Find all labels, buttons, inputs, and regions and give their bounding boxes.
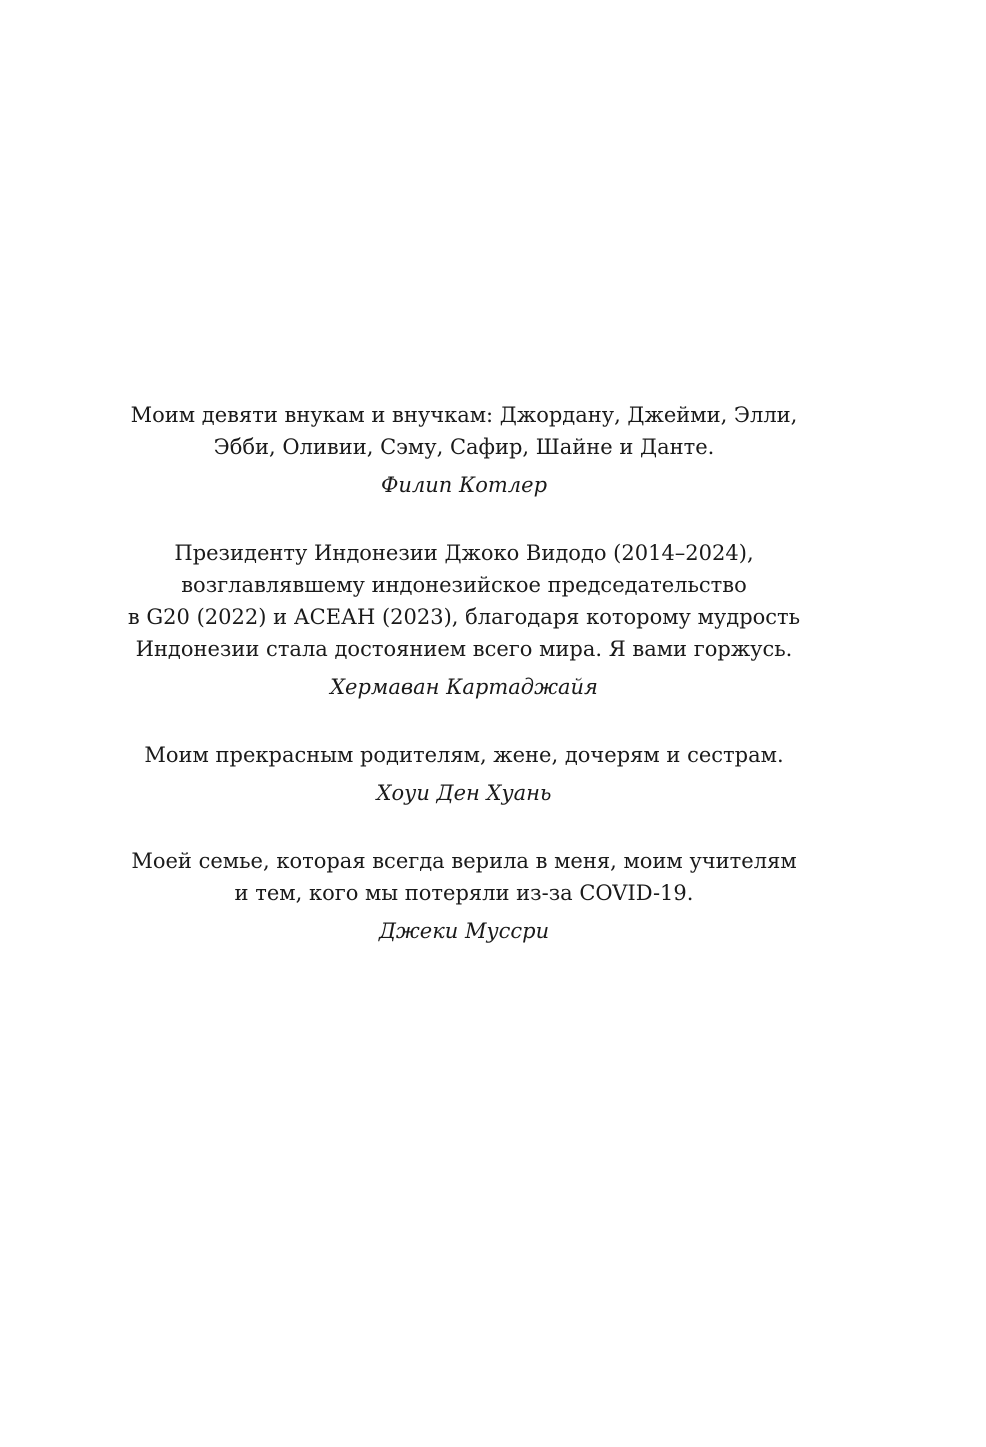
dedication-huan [0, 739, 928, 809]
dedication-kartajaya [0, 537, 928, 703]
dedication-line: Моим девяти внукам и внучкам: Джордану, Джейми, Элли, [130, 403, 798, 427]
dedication-line: Эбби, Оливии, Сэму, Сафир, Шайне и Данте. [213, 435, 715, 459]
dedication-line: Моей семье, которая всегда верила в меня, моим учителям [131, 849, 797, 873]
dedication-author: Хоуи Ден Хуань [376, 781, 552, 805]
dedication-line: в G20 (2022) и АСЕАН (2023), благодаря которому мудрость [127, 605, 801, 629]
dedication-author: Филип Котлер [380, 473, 548, 497]
dedication-line: Моим прекрасным родителям, жене, дочерям и сестрам. [144, 743, 784, 767]
dedication-line: и тем, кого мы потеряли из-за COVID-19. [234, 881, 694, 905]
dedication-kotler [0, 399, 928, 501]
dedication-text [0, 739, 928, 771]
dedication-line: Индонезии стала достоянием всего мира. Я вами горжусь. [135, 637, 793, 661]
dedication-author: Джеки Муссри [378, 919, 550, 943]
dedication-line: Президенту Индонезии Джоко Видодо (2014–2024), [174, 541, 754, 565]
dedication-text [0, 845, 928, 909]
dedication-text [0, 537, 928, 665]
dedication-author: Хермаван Картаджайя [330, 675, 598, 699]
dedication-mussry [0, 845, 928, 947]
dedication-line: возглавлявшему индонезийское председательство [181, 573, 747, 597]
dedications-page [0, 399, 928, 947]
dedication-text [0, 399, 928, 463]
